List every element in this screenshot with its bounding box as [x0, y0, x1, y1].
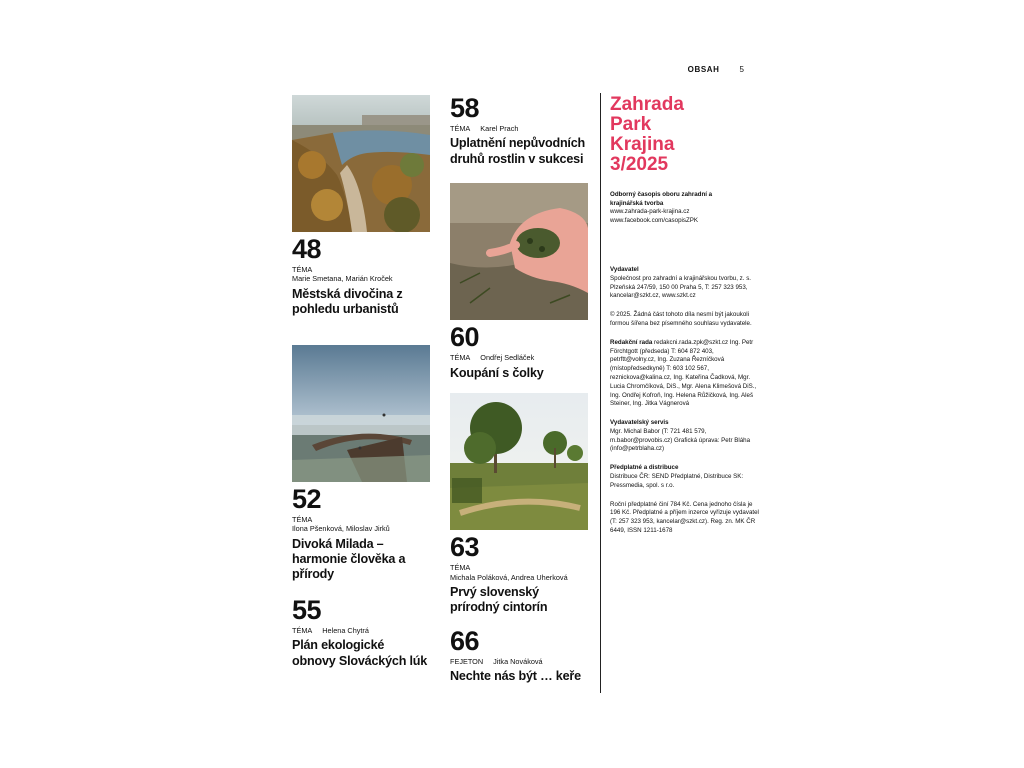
article-title[interactable]: Prvý slovenský prírodný cintorín	[450, 585, 548, 615]
price-block	[610, 501, 760, 536]
article-meta	[292, 515, 430, 534]
magazine-title	[610, 95, 760, 175]
article-category: TÉMA	[450, 124, 471, 133]
article-category: TÉMA	[292, 265, 313, 274]
magazine-subtitle: Odborný časopis oboru zahradní a krajinářská tvorba	[610, 190, 713, 207]
article-authors: Michala Poláková, Andrea Uherková	[450, 572, 568, 582]
column-divider	[600, 93, 601, 693]
contents-column-2	[450, 95, 588, 685]
article-authors: Ondřej Sedláček	[480, 353, 535, 363]
article-authors: Karel Prach	[480, 124, 519, 133]
article-category: TÉMA	[292, 514, 313, 524]
publisher-text: Společnost pro zahradní a krajinářskou tvorbu, z. s. Plzeňská 247/59, 150 00 Praha 5, T: 257 323 953, kancelar@szkt.cz, www.szkt.cz	[610, 274, 752, 300]
article-meta	[450, 353, 588, 362]
contents-column-1	[292, 95, 430, 669]
article-52[interactable]	[292, 483, 430, 583]
page-number: 5	[739, 65, 744, 74]
article-page-number: 52	[292, 483, 322, 514]
subscription-heading: Předplatné a distribuce	[610, 464, 679, 472]
article-page-number: 55	[292, 594, 322, 625]
natural-cemetery-photo[interactable]	[450, 393, 588, 530]
article-page-number: 48	[292, 234, 322, 264]
website-link[interactable]: www.zahrada-park-krajina.cz	[610, 208, 690, 216]
facebook-link[interactable]: www.facebook.com/casopisZPK	[610, 217, 699, 225]
article-title[interactable]: Nechte nás být … keře	[450, 669, 581, 684]
article-page-number: 66	[450, 625, 480, 656]
copyright-text: © 2025. Žádná část tohoto díla nesmí být jakoukoli formou šířena bez písemného souhlasu vydavatele.	[610, 311, 752, 327]
article-meta	[450, 563, 588, 582]
article-authors: Helena Chytrá	[322, 625, 369, 635]
article-category: TÉMA	[450, 353, 471, 363]
article-66[interactable]	[450, 625, 588, 685]
publishing-service-block	[610, 419, 760, 454]
publisher-block	[610, 266, 760, 301]
article-category: TÉMA	[292, 625, 313, 635]
article-title[interactable]: Plán ekologické obnovy Slováckých lúk	[292, 638, 428, 668]
subscription-text: Distribuce ČR: SEND Předplatné, Distribuce SK: Pressmedia, spol. s r.o.	[610, 473, 744, 489]
article-60[interactable]	[450, 324, 588, 381]
article-title[interactable]: Uplatnění nepůvodních druhů rostlin v sukcesi	[450, 136, 586, 166]
subscription-price: Roční předplatné činí 784 Kč. Cena jednoho čísla je 196 Kč. Předplatné a příjem inzerce vyřizuje vydavatel (T: 257 323 953, kancelar@szkt.cz). Reg. zn. MK ČR 6449, ISSN 1211-1678	[610, 500, 759, 535]
article-authors: Ilona Pšenková, Miloslav Jirků	[292, 524, 390, 534]
article-page-number: 60	[450, 322, 480, 353]
article-authors: Jitka Nováková	[493, 656, 543, 666]
article-meta	[292, 265, 430, 284]
publishing-service-heading: Vydavatelský servis	[610, 419, 669, 427]
page-header	[688, 65, 744, 74]
article-title[interactable]: Koupání s čolky	[450, 365, 544, 380]
milada-boardwalk-photo[interactable]	[292, 345, 430, 482]
subscription-block	[610, 464, 760, 490]
article-meta	[292, 626, 430, 635]
publishing-service-text: Mgr. Michal Babor (T: 721 481 579, m.babor@provobis.cz) Grafická úprava: Petr Bláha (info@petrblaha.cz)	[610, 427, 751, 453]
section-label: OBSAH	[687, 65, 720, 74]
article-category: TÉMA	[450, 563, 471, 573]
article-meta	[450, 657, 588, 666]
newt-in-hand-photo[interactable]	[450, 183, 588, 320]
article-page-number: 63	[450, 532, 480, 563]
magazine-title-line: Zahrada	[610, 94, 684, 115]
article-authors: Marie Smetana, Marián Kroček	[292, 274, 393, 284]
editorial-board-text: redakcni.rada.zpk@szkt.cz Ing. Petr Förchtgott (předseda) T: 604 872 403, petrftt@volny.cz, Ing. Zuzana Řezníčková (místopředsedkyně) T: 603 102 567, reznickova@kalina.cz, Ing. Kateřina Čadková, Mgr. Lucia Chromčíková, DiS., Mgr. Alena Klimešová DiS., Ing. Ondřej Kofroň, Ing. Helena Růžičková, Ing. Aleš Steiner, Ing. Jitka Vágnerová	[610, 338, 757, 408]
copyright-block	[610, 311, 760, 329]
article-meta	[450, 124, 588, 133]
article-page-number: 58	[450, 93, 480, 123]
publisher-heading: Vydavatel	[610, 265, 639, 273]
magazine-info	[610, 191, 760, 226]
magazine-issue: 3/2025	[610, 153, 669, 175]
article-48[interactable]	[292, 236, 430, 318]
article-55[interactable]	[292, 594, 430, 669]
editorial-board-block	[610, 339, 760, 409]
masthead-column	[610, 95, 760, 536]
article-63[interactable]	[450, 534, 588, 616]
magazine-title-line: Krajina	[610, 133, 675, 155]
article-title[interactable]: Městská divočina z pohledu urbanistů	[292, 286, 403, 317]
magazine-title-line: Park	[610, 113, 652, 135]
article-58[interactable]	[450, 95, 588, 167]
article-category: FEJETON	[450, 656, 484, 666]
city-river-photo[interactable]	[292, 95, 430, 232]
editorial-board-heading: Redakční rada	[610, 338, 653, 346]
article-title[interactable]: Divoká Milada – harmonie člověka a přírody	[292, 536, 406, 582]
